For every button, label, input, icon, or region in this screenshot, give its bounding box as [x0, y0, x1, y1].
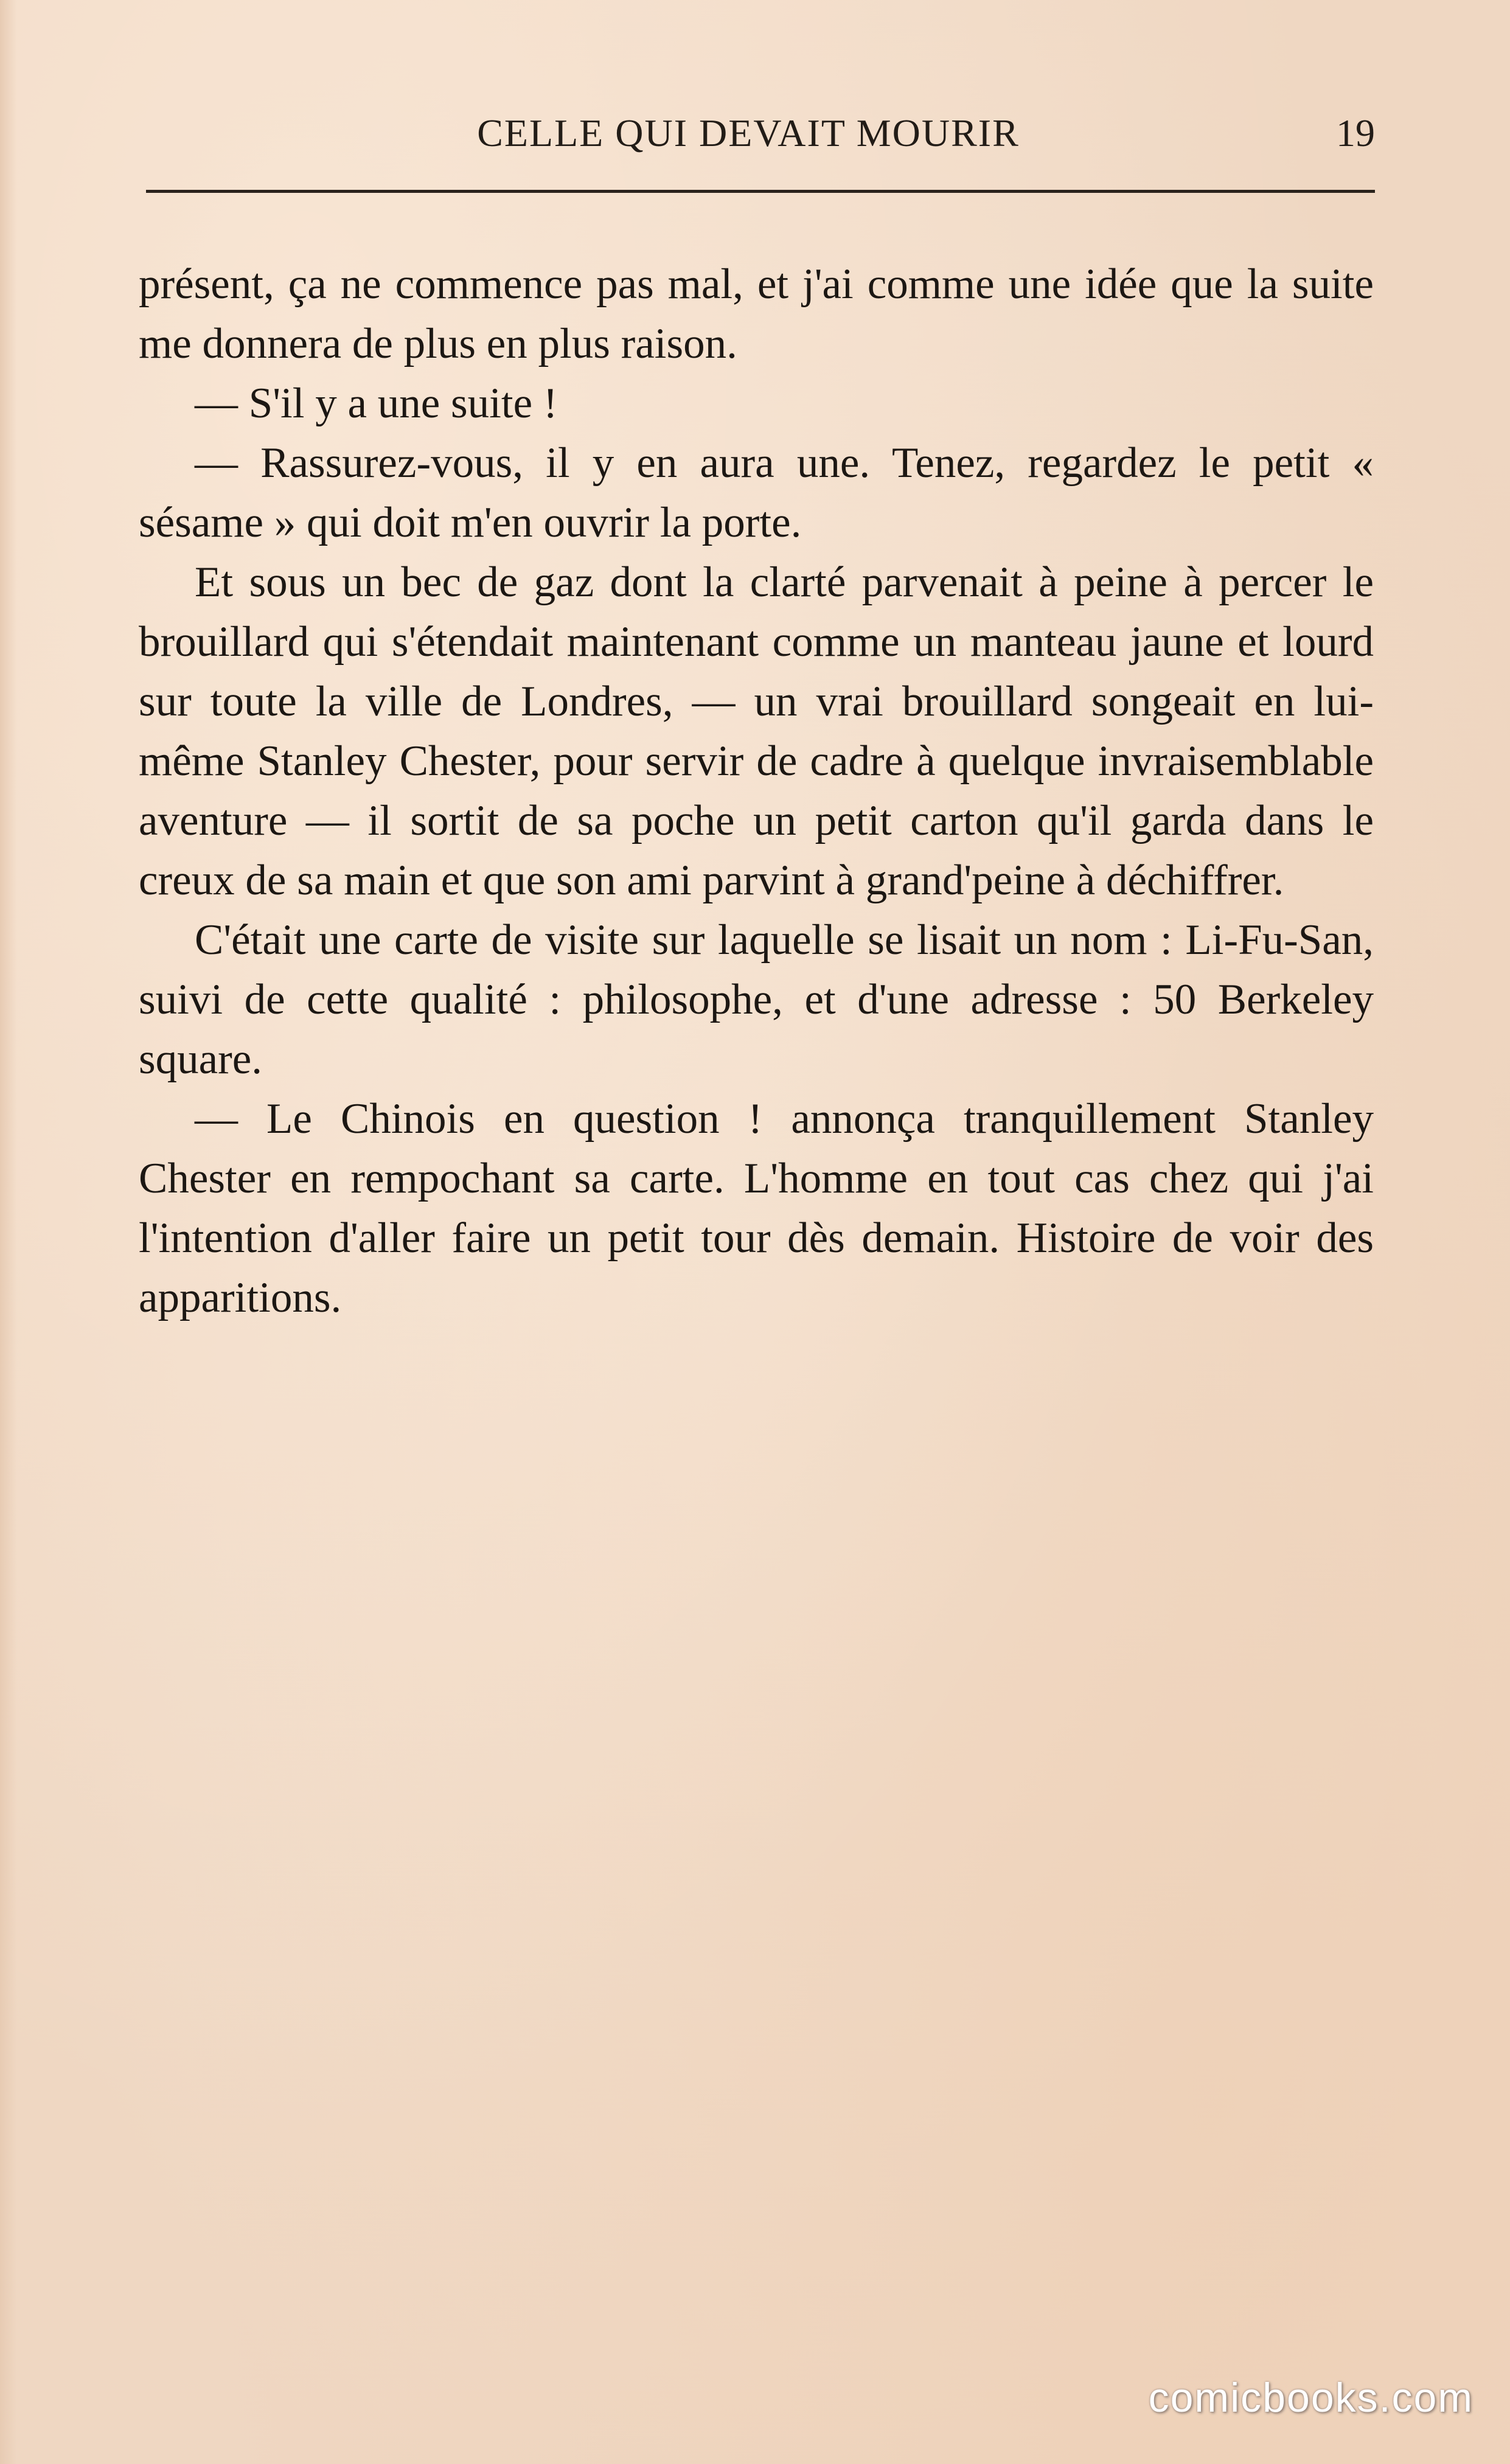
page-number: 19: [1336, 111, 1375, 155]
paragraph-dialogue: — Le Chinois en question ! annonça tranquillement Stanley Chester en rempochant sa carte. L'homme en tout cas chez qui j'ai l'intention d'aller faire un petit tour dès demain. Histoire de voir des apparitions.: [139, 1095, 1374, 1321]
paragraph-continued: présent, ça ne commence pas mal, et j'ai comme une idée que la suite me donnera de plus en plus raison.: [139, 260, 1374, 367]
page-edge-shadow: [0, 0, 17, 2464]
paragraph-dialogue: — Rassurez-vous, il y en aura une. Tenez, regardez le petit « sésame » qui doit m'en ouvrir la porte.: [139, 439, 1374, 546]
watermark-logo: comicbooks.com: [1148, 2375, 1473, 2421]
paragraph: C'était une carte de visite sur laquelle se lisait un nom : Li-Fu-San, suivi de cette qualité : philosophe, et d'une adresse : 50 Berkeley square.: [139, 916, 1374, 1083]
paragraph: Et sous un bec de gaz dont la clarté parvenait à peine à percer le brouillard qui s'étendait maintenant comme un manteau jaune et lourd sur toute la ville de Londres, — un vrai brouillard songeait en lui-même Stanley Chester, pour servir de cadre à quelque invraisemblable aventure — il sortit de sa poche un petit carton qu'il garda dans le creux de sa main et que son ami parvint à grand'peine à déchiffrer.: [139, 559, 1374, 904]
paragraph-dialogue: — S'il y a une suite !: [195, 380, 558, 427]
running-header: [146, 103, 1375, 176]
running-title: CELLE QUI DEVAIT MOURIR: [477, 111, 1020, 155]
body-text: [139, 254, 1374, 1328]
header-rule: [146, 190, 1375, 193]
